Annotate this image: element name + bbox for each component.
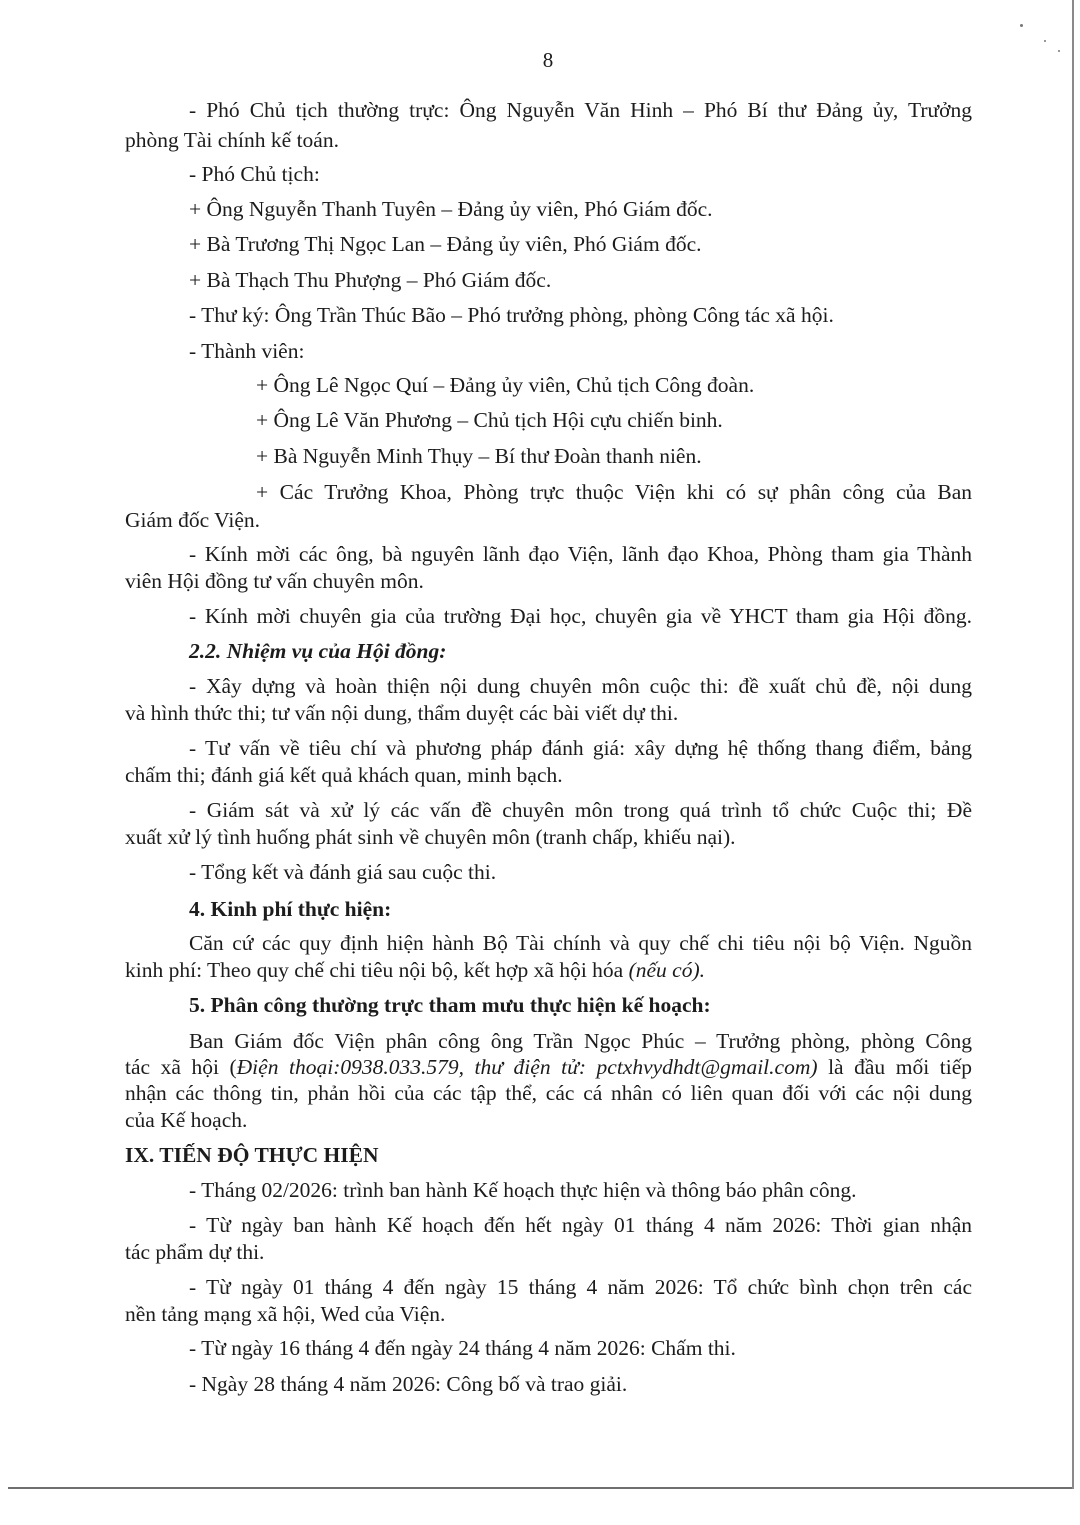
scan-speck: [1058, 50, 1060, 52]
member-1: + Ông Lê Ngọc Quí – Đảng ủy viên, Chủ tịch Công đoàn.: [256, 373, 755, 397]
vice-chair-heading: - Phó Chủ tịch:: [189, 162, 320, 186]
funding-source-text: kinh phí: Theo quy chế chi tiêu nội bộ, kết hợp xã hội hóa: [125, 958, 624, 982]
invite-experts: - Kính mời chuyên gia của trường Đại học, chuyên gia về YHCT tham gia Hội đồng.: [189, 604, 972, 628]
funding-line-cont: [125, 957, 705, 984]
duty-4: - Tổng kết và đánh giá sau cuộc thi.: [189, 860, 497, 884]
timeline-3: - Từ ngày 01 tháng 4 đến ngày 15 tháng 4 năm 2026: Tổ chức bình chọn trên các: [189, 1275, 972, 1299]
timeline-2: - Từ ngày ban hành Kế hoạch đến hết ngày 01 tháng 4 năm 2026: Thời gian nhận: [189, 1213, 972, 1237]
section-ix-heading: IX. TIẾN ĐỘ THỰC HIỆN: [125, 1143, 379, 1167]
invite-former-leaders-cont: viên Hội đồng tư vấn chuyên môn.: [125, 569, 424, 593]
vice-chair-2: + Bà Trương Thị Ngọc Lan – Đảng ủy viên, Phó Giám đốc.: [189, 232, 702, 256]
scan-edge-rule: [1072, 0, 1074, 1489]
duty-3-cont: xuất xử lý tình huống phát sinh về chuyên môn (tranh chấp, khiếu nại).: [125, 825, 736, 849]
funding-line: Căn cứ các quy định hiện hành Bộ Tài chính và quy chế chi tiêu nội bộ Viện. Nguồn: [189, 931, 972, 955]
contact-phone-email: Điện thoại:0938.033.579, thư điện tử: pctxhvydhdt@gmail.com): [236, 1055, 818, 1079]
scan-bottom-rule: [8, 1487, 1072, 1489]
member-4-cont: Giám đốc Viện.: [125, 508, 261, 532]
member-2: + Ông Lê Văn Phương – Chủ tịch Hội cựu chiến binh.: [256, 408, 723, 432]
assignment-contact-line: [125, 1054, 972, 1081]
assignment-line: Ban Giám đốc Viện phân công ông Trần Ngọc Phúc – Trưởng phòng, phòng Công: [189, 1029, 972, 1053]
members-heading: - Thành viên:: [189, 339, 305, 363]
section-2-2-heading: 2.2. Nhiệm vụ của Hội đồng:: [189, 639, 447, 663]
duty-2-cont: chấm thi; đánh giá kết quả khách quan, minh bạch.: [125, 763, 563, 787]
timeline-2-cont: tác phẩm dự thi.: [125, 1240, 265, 1264]
duty-1: - Xây dựng và hoàn thiện nội dung chuyên môn cuộc thi: đề xuất chủ đề, nội dung: [189, 674, 972, 698]
secretary-line: - Thư ký: Ông Trần Thúc Bão – Phó trưởng phòng, phòng Công tác xã hội.: [189, 303, 834, 327]
timeline-1: - Tháng 02/2026: trình ban hành Kế hoạch thực hiện và thông báo phân công.: [189, 1178, 857, 1202]
vice-chair-standing-line-cont: phòng Tài chính kế toán.: [125, 128, 339, 152]
page-number: 8: [542, 48, 554, 72]
vice-chair-3: + Bà Thạch Thu Phượng – Phó Giám đốc.: [189, 268, 552, 292]
section-4-heading: 4. Kinh phí thực hiện:: [189, 897, 392, 921]
timeline-3-cont: nền tảng mạng xã hội, Wed của Viện.: [125, 1302, 446, 1326]
assignment-line-4: của Kế hoạch.: [125, 1108, 248, 1132]
timeline-5: - Ngày 28 tháng 4 năm 2026: Công bố và trao giải.: [189, 1372, 628, 1396]
assignment-contact-prefix: tác xã hội (: [125, 1055, 237, 1079]
duty-1-cont: và hình thức thi; tư vấn nội dung, thẩm duyệt các bài viết dự thi.: [125, 701, 679, 725]
member-3: + Bà Nguyễn Minh Thụy – Bí thư Đoàn thanh niên.: [256, 444, 702, 468]
assignment-contact-suffix: là đầu mối tiếp: [817, 1055, 972, 1079]
vice-chair-standing-line: - Phó Chủ tịch thường trực: Ông Nguyễn Văn Hinh – Phó Bí thư Đảng ủy, Trưởng: [189, 98, 972, 122]
funding-if-any: (nếu có).: [628, 958, 705, 982]
vice-chair-1: + Ông Nguyễn Thanh Tuyên – Đảng ủy viên, Phó Giám đốc.: [189, 197, 713, 221]
invite-former-leaders: - Kính mời các ông, bà nguyên lãnh đạo Viện, lãnh đạo Khoa, Phòng tham gia Thành: [189, 542, 972, 566]
scan-speck: [1020, 24, 1023, 27]
duty-3: - Giám sát và xử lý các vấn đề chuyên môn trong quá trình tổ chức Cuộc thi; Đề: [189, 798, 972, 822]
section-5-heading: 5. Phân công thường trực tham mưu thực hiện kế hoạch:: [189, 993, 711, 1017]
member-4: + Các Trưởng Khoa, Phòng trực thuộc Viện khi có sự phân công của Ban: [256, 480, 972, 504]
duty-2: - Tư vấn về tiêu chí và phương pháp đánh giá: xây dựng hệ thống thang điểm, bảng: [189, 736, 972, 760]
assignment-line-3: nhận các thông tin, phản hồi của các tập thể, các cá nhân có liên quan đối với các nội dung: [125, 1081, 972, 1105]
scan-speck: [1044, 40, 1046, 42]
timeline-4: - Từ ngày 16 tháng 4 đến ngày 24 tháng 4 năm 2026: Chấm thi.: [189, 1336, 736, 1360]
